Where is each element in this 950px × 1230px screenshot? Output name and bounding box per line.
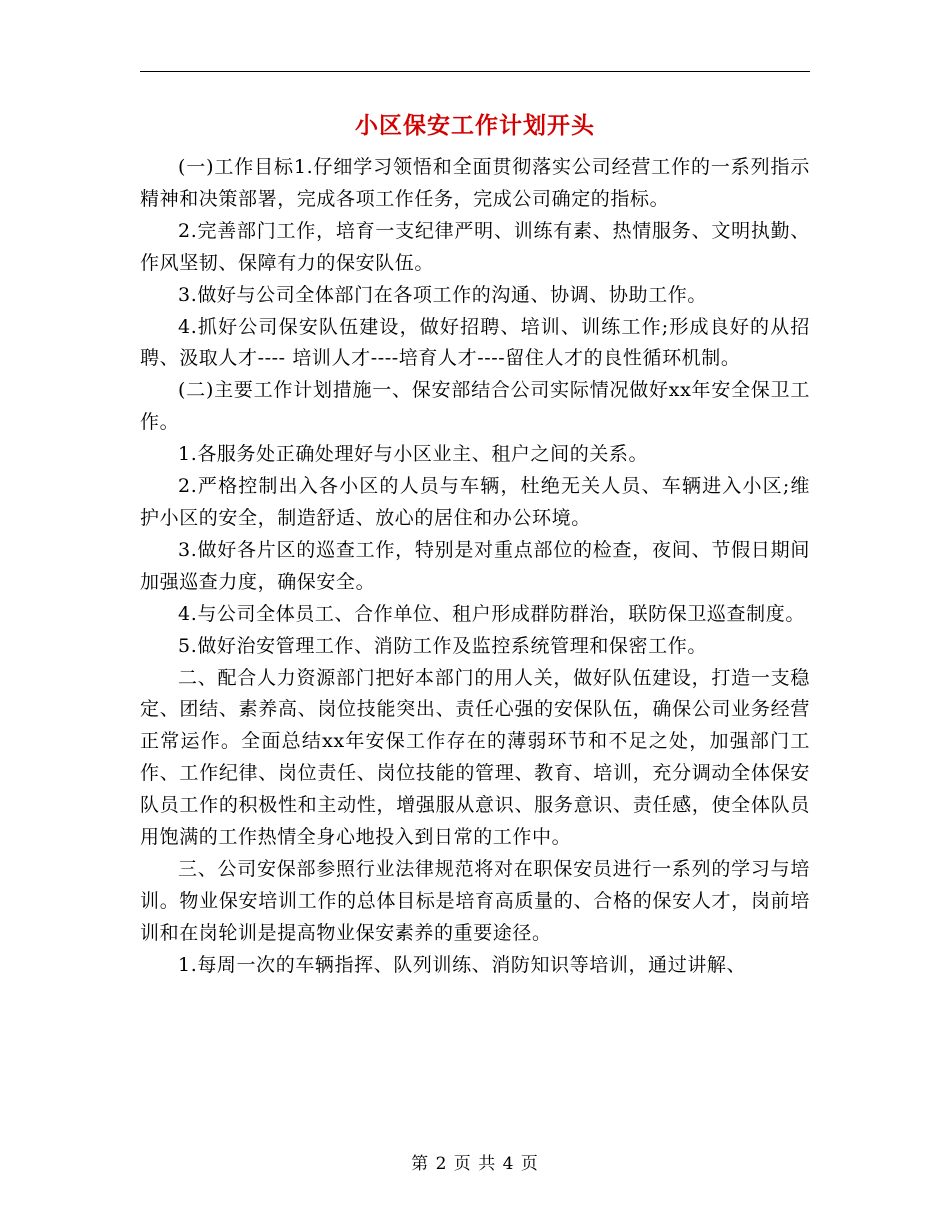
paragraph: (二)主要工作计划措施一、保安部结合公司实际情况做好xx年安全保卫工作。 bbox=[140, 379, 810, 434]
paragraph: (一)工作目标1.仔细学习领悟和全面贯彻落实公司经营工作的一系列指示精神和决策部署，完成各项工作任务，完成公司确定的指标。 bbox=[140, 156, 810, 210]
paragraph: 5.做好治安管理工作、消防工作及监控系统管理和保密工作。 bbox=[178, 634, 707, 657]
document-body bbox=[140, 152, 810, 982]
document-title: 小区保安工作计划开头 bbox=[355, 112, 595, 139]
paragraph: 1.各服务处正确处理好与小区业主、租户之间的关系。 bbox=[178, 443, 649, 466]
paragraph: 二、配合人力资源部门把好本部门的用人关，做好队伍建设，打造一支稳定、团结、素养高、岗位技能突出、责任心强的安保队伍，确保公司业务经营正常运作。全面总结xx年安保工作存在的薄弱环节和不足之处，加强部门工作、工作纪律、岗位责任、岗位技能的管理、教育、培训，充分调动全体保安队员工作的积极性和主动性，增强服从意识、服务意识、责任感，使全体队员用饱满的工作热情全身心地投入到日常的工作中。 bbox=[140, 666, 810, 849]
paragraph: 3.做好与公司全体部门在各项工作的沟通、协调、协助工作。 bbox=[178, 283, 707, 306]
paragraph: 4.与公司全体员工、合作单位、租户形成群防群治，联防保卫巡查制度。 bbox=[178, 602, 805, 625]
paragraph: 2.完善部门工作，培育一支纪律严明、训练有素、热情服务、文明执勤、作风坚韧、保障有力的保安队伍。 bbox=[140, 219, 810, 274]
paragraph: 1.每周一次的车辆指挥、队列训练、消防知识等培训，通过讲解、 bbox=[178, 953, 747, 976]
paragraph: 4.抓好公司保安队伍建设，做好招聘、培训、训练工作;形成良好的从招聘、汲取人才---- 培训人才----培育人才----留住人才的良性循环机制。 bbox=[140, 315, 810, 370]
page-number: 第 2 页 共 4 页 bbox=[411, 1154, 539, 1174]
paragraph: 3.做好各片区的巡查工作，特别是对重点部位的检查，夜间、节假日期间加强巡查力度，确保安全。 bbox=[140, 538, 810, 593]
header-rule bbox=[140, 71, 810, 72]
paragraph: 2.严格控制出入各小区的人员与车辆，杜绝无关人员、车辆进入小区;维护小区的安全，制造舒适、放心的居住和办公环境。 bbox=[140, 475, 810, 529]
paragraph: 三、公司安保部参照行业法律规范将对在职保安员进行一系列的学习与培训。物业保安培训工作的总体目标是培育高质量的、合格的保安人才，岗前培训和在岗轮训是提高物业保安素养的重要途径。 bbox=[140, 857, 810, 944]
